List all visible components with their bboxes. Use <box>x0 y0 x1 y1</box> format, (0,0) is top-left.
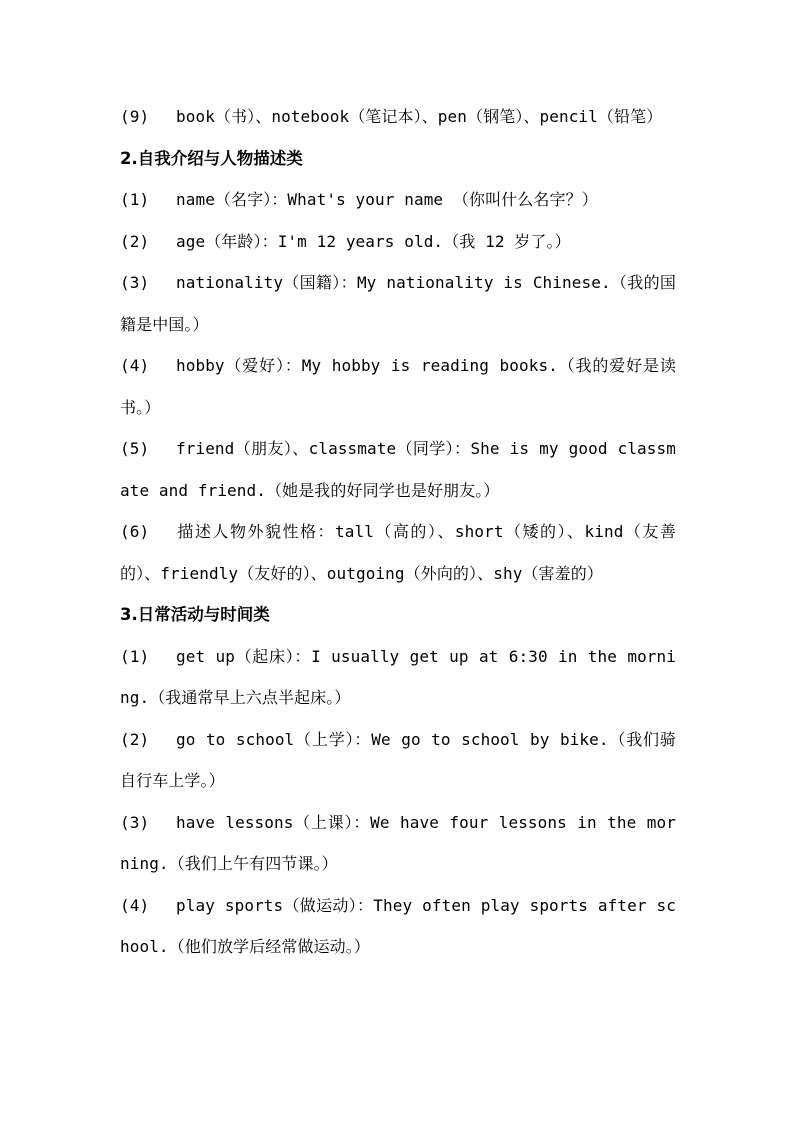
list-item-1 <box>120 636 676 719</box>
list-item-2 <box>120 221 676 263</box>
item-number: (6) <box>120 522 150 541</box>
item-number: (3) <box>120 273 150 292</box>
section-heading-3: 3.日常活动与时间类 <box>120 605 270 624</box>
list-item-4 <box>120 345 676 428</box>
item-number: (2) <box>120 231 150 251</box>
list-item-4 <box>120 885 676 968</box>
list-item-9 <box>120 96 676 138</box>
item-text: get up（起床）：I usually get up at 6:30 in the morning.（我通常早上六点半起床。） <box>120 646 676 707</box>
item-text: go to school（上学）：We go to school by bike.（我们骑自行车上学。） <box>120 729 676 790</box>
list-item-1 <box>120 179 676 221</box>
list-item-2 <box>120 719 676 802</box>
item-text: hobby（爱好）：My hobby is reading books.（我的爱好是读书。） <box>120 356 676 417</box>
item-number: (2) <box>120 729 150 749</box>
item-number: (1) <box>120 646 150 666</box>
item-number: (4) <box>120 356 150 375</box>
item-text: 描述人物外貌性格：tall（高的）、short（矮的）、kind（友善的）、friendly（友好的）、outgoing（外向的）、shy（害羞的） <box>120 522 676 583</box>
item-number: (3) <box>120 812 150 832</box>
item-text: nationality（国籍）：My nationality is Chinese.（我的国籍是中国。） <box>120 273 676 334</box>
item-text: age（年龄）：I'm 12 years old.（我 12 岁了。） <box>176 231 571 251</box>
document-page <box>120 96 676 968</box>
item-text: play sports（做运动）：They often play sports after school.（他们放学后经常做运动。） <box>120 895 676 956</box>
item-number: (5) <box>120 439 150 458</box>
item-text: friend（朋友）、classmate（同学）：She is my good classmate and friend.（她是我的好同学也是好朋友。） <box>120 439 676 500</box>
list-item-5 <box>120 428 676 511</box>
item-number: (9) <box>120 107 150 126</box>
item-text: book（书）、notebook（笔记本）、pen（钢笔）、pencil（铅笔） <box>176 107 663 126</box>
list-item-6 <box>120 511 676 594</box>
item-number: (1) <box>120 190 150 209</box>
section-heading-2: 2.自我介绍与人物描述类 <box>120 148 303 168</box>
item-text: name（名字）：What's your name （你叫什么名字？） <box>176 190 598 209</box>
item-number: (4) <box>120 895 150 915</box>
item-text: have lessons（上课）：We have four lessons in the morning.（我们上午有四节课。） <box>120 812 676 873</box>
list-item-3 <box>120 802 676 885</box>
list-item-3 <box>120 262 676 345</box>
